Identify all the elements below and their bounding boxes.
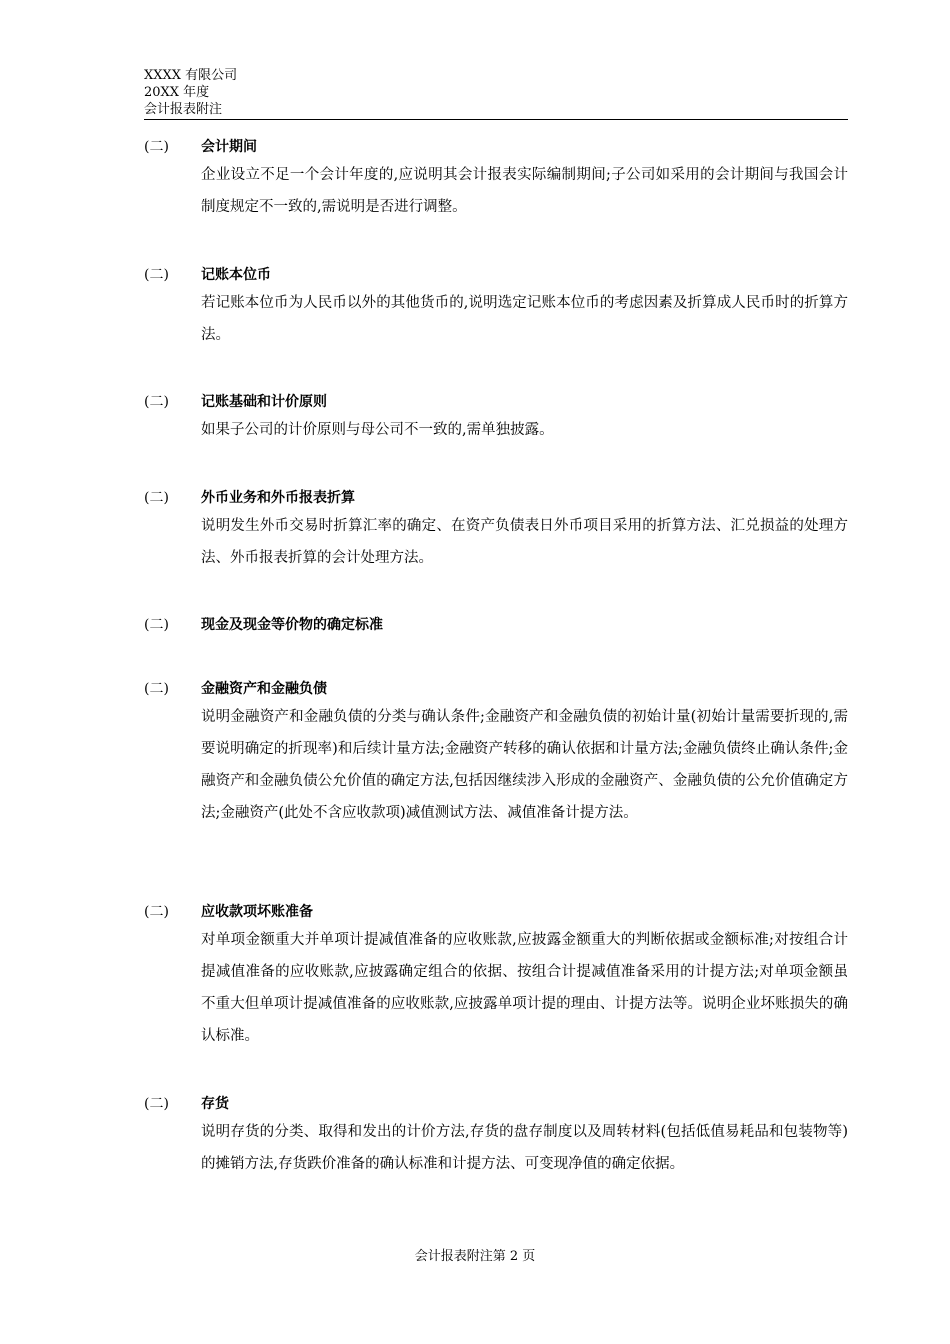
section-number: (二) <box>144 904 169 920</box>
section-number: (二) <box>144 267 169 283</box>
section-number: (二) <box>144 617 169 633</box>
section-body: 企业设立不足一个会计年度的,应说明其会计报表实际编制期间;子公司如采用的会计期间与我国会计制度规定不一致的,需说明是否进行调整。 <box>201 167 848 215</box>
section-number: (二) <box>144 490 169 506</box>
section-title: 存货 <box>201 1096 229 1112</box>
section-accounting-period <box>144 133 848 223</box>
section-accounting-basis <box>144 388 848 446</box>
company-name: XXXX 有限公司 <box>144 68 238 83</box>
document-title: 会计报表附注 <box>144 102 223 117</box>
page-footer: 会计报表附注第 2 页 <box>414 1249 536 1264</box>
page-header <box>144 67 848 120</box>
section-number: (二) <box>144 1096 169 1112</box>
section-body: 说明金融资产和金融负债的分类与确认条件;金融资产和金融负债的初始计量(初始计量需要折现的,需要说明确定的折现率)和后续计量方法;金融资产转移的确认依据和计量方法;金融负债终止确认条件;金融资产和金融负债公允价值的确定方法,包括因继续涉入形成的金融资产、金融负债的公允价值确定方法;金融资产(此处不含应收款项)减值测试方法、减值准备计提方法。 <box>201 709 848 821</box>
section-inventory <box>144 1090 848 1180</box>
section-number: (二) <box>144 394 169 410</box>
section-title: 记账本位币 <box>201 267 271 283</box>
section-title: 外币业务和外币报表折算 <box>201 490 355 506</box>
section-title: 记账基础和计价原则 <box>201 394 327 410</box>
section-body: 对单项金额重大并单项计提减值准备的应收账款,应披露金额重大的判断依据或金额标准;对按组合计提减值准备的应收账款,应披露确定组合的依据、按组合计提减值准备采用的计提方法;对单项金额虽不重大但单项计提减值准备的应收账款,应披露单项计提的理由、计提方法等。说明企业坏账损失的确认标准。 <box>201 932 848 1044</box>
section-number: (二) <box>144 139 169 155</box>
section-body: 如果子公司的计价原则与母公司不一致的,需单独披露。 <box>201 422 554 438</box>
section-title: 应收款项坏账准备 <box>201 904 313 920</box>
section-title: 金融资产和金融负债 <box>201 681 327 697</box>
section-title: 会计期间 <box>201 139 257 155</box>
section-functional-currency <box>144 261 848 351</box>
section-number: (二) <box>144 681 169 697</box>
section-body: 若记账本位币为人民币以外的其他货币的,说明选定记账本位币的考虑因素及折算成人民币时的折算方法。 <box>201 295 848 343</box>
section-body: 说明存货的分类、取得和发出的计价方法,存货的盘存制度以及周转材料(包括低值易耗品和包装物等)的摊销方法,存货跌价准备的确认标准和计提方法、可变现净值的确定依据。 <box>201 1124 848 1172</box>
section-cash-equivalents <box>144 611 848 637</box>
section-title: 现金及现金等价物的确定标准 <box>201 617 383 633</box>
section-bad-debt-provision <box>144 898 848 1052</box>
section-body: 说明发生外币交易时折算汇率的确定、在资产负债表日外币项目采用的折算方法、汇兑损益的处理方法、外币报表折算的会计处理方法。 <box>201 518 848 566</box>
section-financial-instruments <box>144 675 848 829</box>
report-year: 20XX 年度 <box>144 85 210 100</box>
section-foreign-currency <box>144 484 848 574</box>
